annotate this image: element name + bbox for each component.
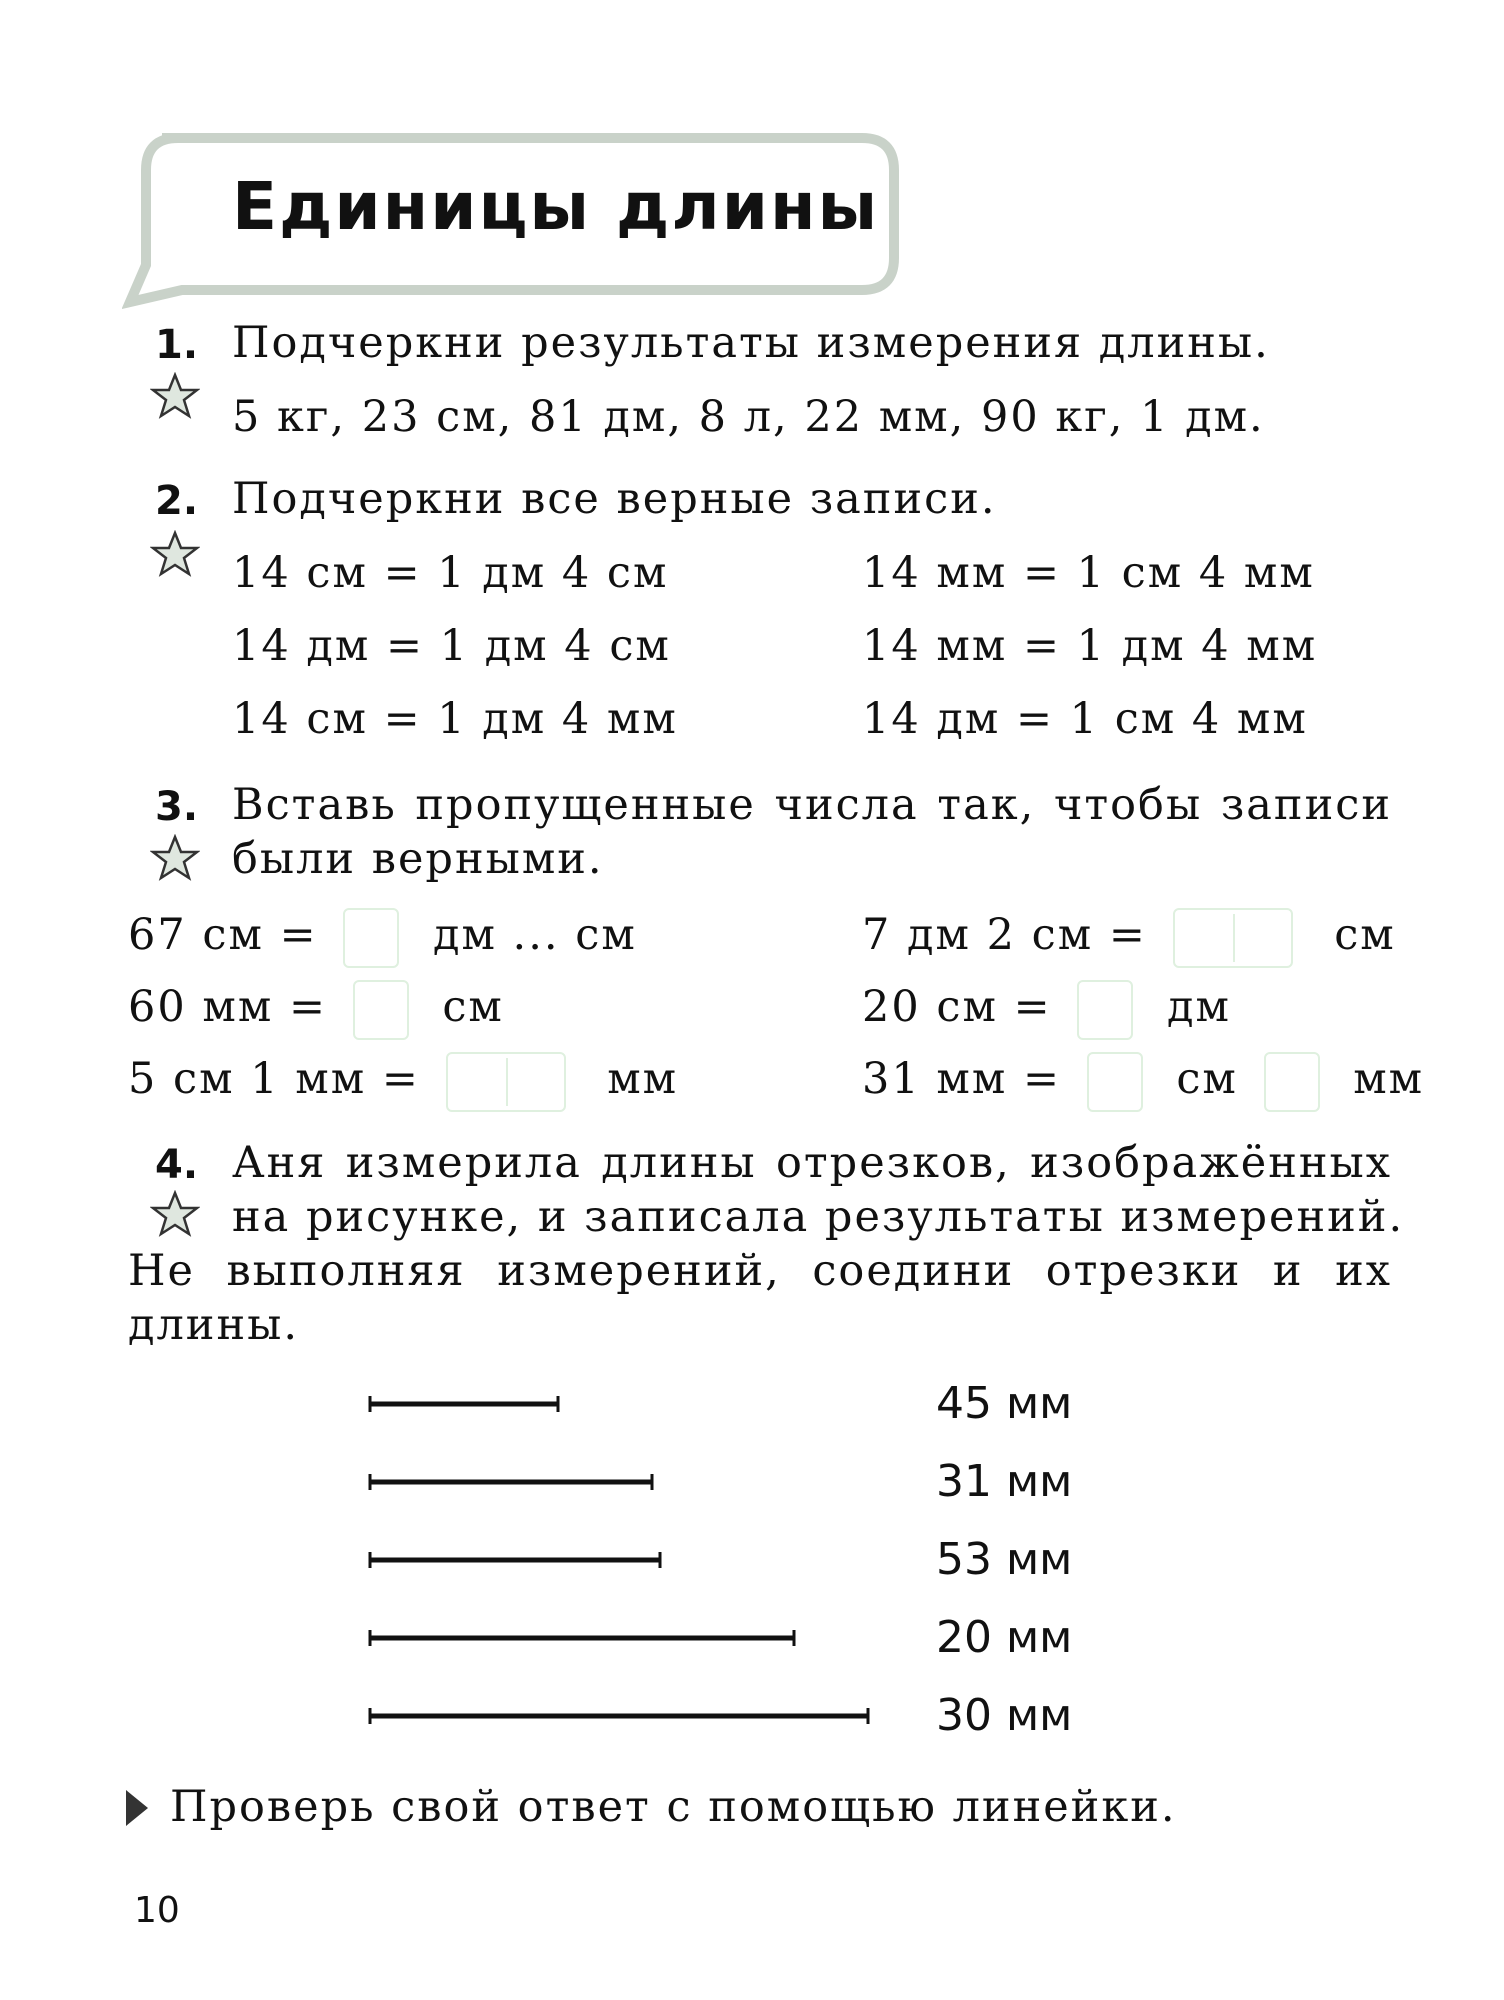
task-3-text-line2: были верными. (232, 834, 604, 884)
star-icon (150, 1190, 200, 1240)
task-2-right-3[interactable]: 14 дм = 1 см 4 мм (862, 694, 1308, 744)
length-label[interactable]: 20 мм (936, 1612, 1073, 1663)
equation-left: 20 см = (862, 982, 1052, 1032)
task-3-row-3-left (128, 1052, 678, 1112)
task-4-line3: Не выполняя измерений, соедини отрезки и их (128, 1246, 1392, 1296)
answer-box[interactable] (1077, 980, 1133, 1040)
task-2-number: 2. (155, 478, 199, 524)
length-label[interactable]: 31 мм (936, 1456, 1073, 1507)
task-2-right-2[interactable]: 14 мм = 1 дм 4 мм (862, 621, 1318, 671)
star-icon (150, 372, 200, 422)
task-2-left-2[interactable]: 14 дм = 1 дм 4 см (232, 621, 671, 671)
task-3-row-2-right (862, 980, 1231, 1040)
task-1-text: Подчеркни результаты измерения длины. (232, 318, 1270, 368)
answer-box[interactable] (343, 908, 399, 968)
answer-box[interactable] (353, 980, 409, 1040)
task-3-row-3-right (862, 1052, 1424, 1112)
task-4-line4: длины. (128, 1300, 300, 1350)
arrow-icon (124, 1788, 150, 1828)
equation-left: 67 см = (128, 910, 318, 960)
equation-unit: см (1334, 910, 1396, 960)
task-4-line2: на рисунке, и записала результаты измерений. (232, 1192, 1405, 1242)
task-2-left-3[interactable]: 14 см = 1 дм 4 мм (232, 694, 678, 744)
task-4-number: 4. (155, 1142, 199, 1188)
task-3-row-1-left (128, 908, 637, 968)
task-2-right-1[interactable]: 14 мм = 1 см 4 мм (862, 548, 1315, 598)
equation-unit: см (442, 982, 504, 1032)
task-1-items: 5 кг, 23 см, 81 дм, 8 л, 22 мм, 90 кг, 1 дм. (232, 392, 1265, 442)
task-4-line1: Аня измерила длины отрезков, изображённых (232, 1138, 1392, 1188)
check-note: Проверь свой ответ с помощью линейки. (170, 1782, 1177, 1832)
equation-left: 7 дм 2 см = (862, 910, 1147, 960)
answer-box[interactable] (1264, 1052, 1320, 1112)
equation-unit: см (1176, 1054, 1238, 1104)
task-3-number: 3. (155, 784, 199, 830)
task-2-text: Подчеркни все верные записи. (232, 474, 997, 524)
page-number: 10 (134, 1890, 180, 1931)
segments-figure (360, 1380, 880, 1740)
task-3-row-2-left (128, 980, 504, 1040)
answer-box-double[interactable] (446, 1052, 566, 1112)
equation-unit: дм (1166, 982, 1231, 1032)
answer-box-double[interactable] (1173, 908, 1293, 968)
equation-left: 5 см 1 мм = (128, 1054, 420, 1104)
length-label[interactable]: 30 мм (936, 1690, 1073, 1741)
equation-unit: дм ... см (432, 910, 637, 960)
answer-box[interactable] (1087, 1052, 1143, 1112)
page-title: Единицы длины (232, 168, 880, 245)
length-label[interactable]: 53 мм (936, 1534, 1073, 1585)
equation-unit: мм (1353, 1054, 1425, 1104)
task-3-text-line1: Вставь пропущенные числа так, чтобы записи (232, 780, 1392, 830)
task-3-row-1-right (862, 908, 1396, 968)
length-label[interactable]: 45 мм (936, 1378, 1073, 1429)
task-1-number: 1. (155, 322, 199, 368)
equation-unit: мм (607, 1054, 679, 1104)
equation-left: 60 мм = (128, 982, 327, 1032)
star-icon (150, 834, 200, 884)
equation-left: 31 мм = (862, 1054, 1061, 1104)
task-2-left-1[interactable]: 14 см = 1 дм 4 см (232, 548, 669, 598)
star-icon (150, 530, 200, 580)
